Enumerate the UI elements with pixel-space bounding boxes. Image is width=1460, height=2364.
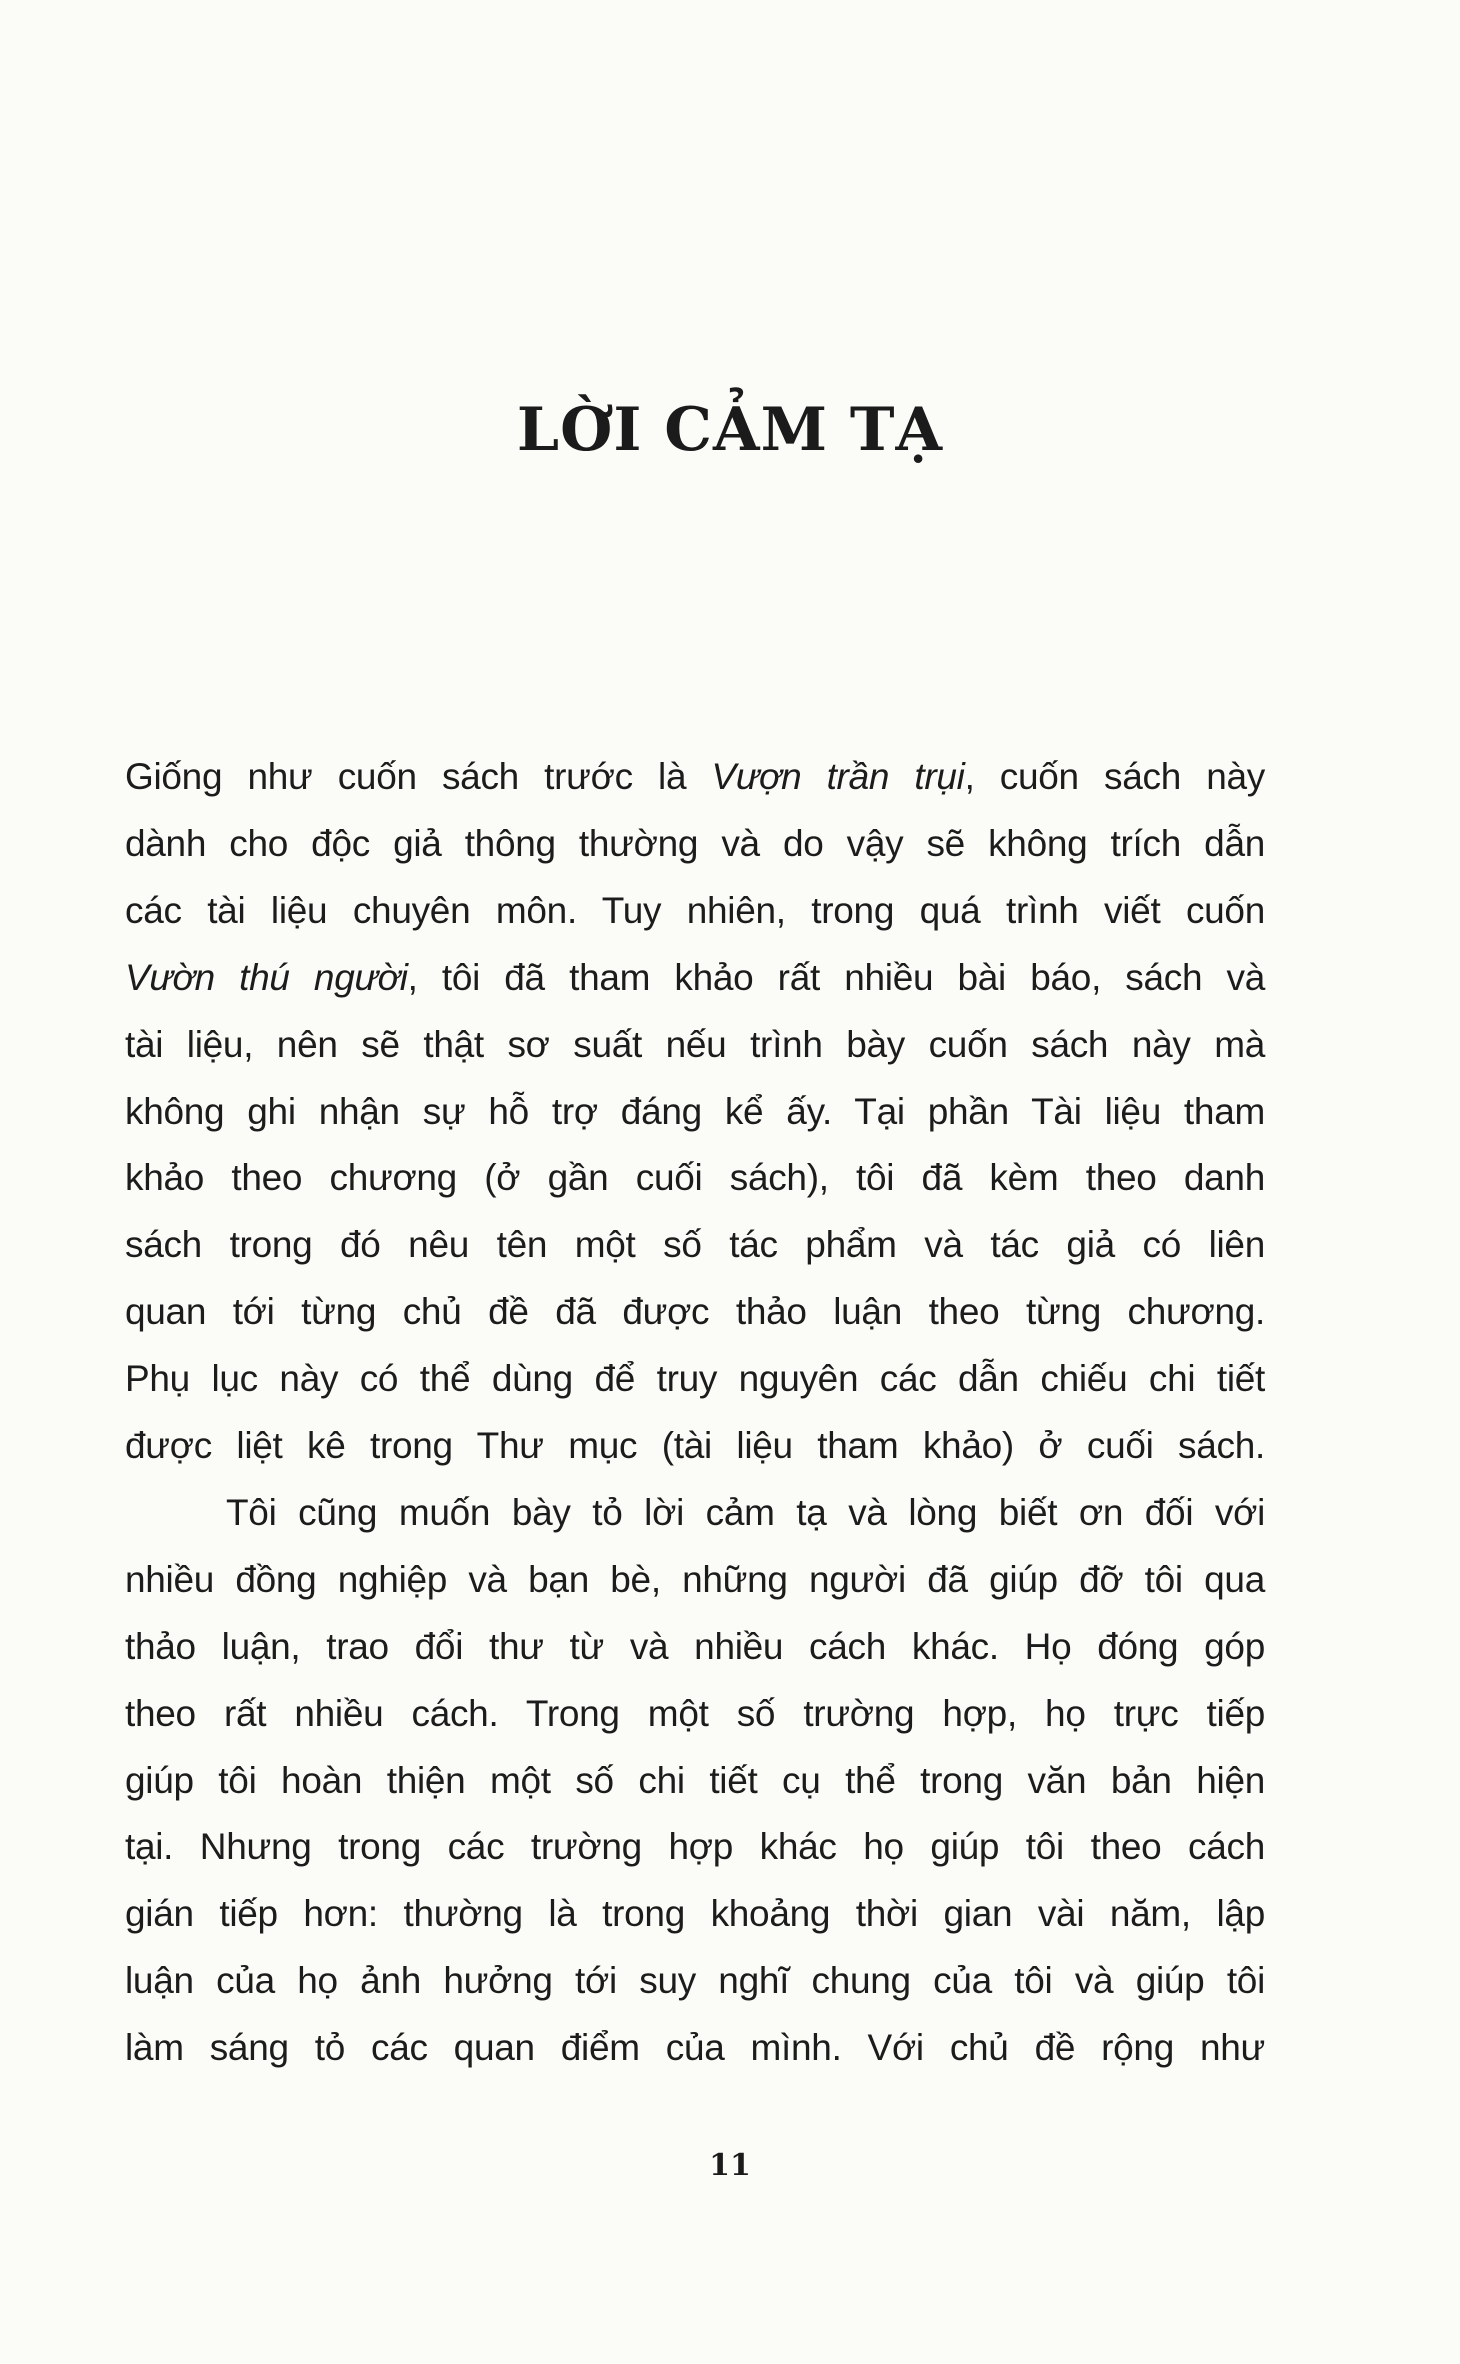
text-line: [125, 1822, 1265, 1872]
text-line: [125, 1689, 1265, 1739]
text-segment: gián tiếp hơn: thường là trong khoảng thời gian vài năm, lập: [125, 1893, 1265, 1935]
text-segment: dành cho độc giả thông thường và do vậy sẽ không trích dẫn: [125, 822, 1265, 864]
text-line: [125, 953, 1265, 1003]
text-line: [125, 1087, 1265, 1137]
text-segment: quan tới từng chủ đề đã được thảo luận theo từng chương.: [125, 1291, 1265, 1333]
text-line: [125, 1889, 1265, 1939]
text-line: [125, 752, 1265, 802]
text-segment: tại. Nhưng trong các trường hợp khác họ giúp tôi theo cách: [125, 1826, 1265, 1868]
text-line: [125, 1622, 1265, 1672]
text-line: [125, 1421, 1265, 1471]
text-segment: Giống như cuốn sách trước là: [125, 756, 712, 797]
text-segment: , tôi đã tham khảo rất nhiều bài báo, sách và: [407, 956, 1265, 998]
text-segment: Phụ lục này có thể dùng để truy nguyên các dẫn chiếu chi tiết: [125, 1358, 1265, 1400]
chapter-title: LỜI CẢM TẠ: [516, 395, 944, 465]
text-segment: thảo luận, trao đổi thư từ và nhiều cách khác. Họ đóng góp: [125, 1625, 1265, 1667]
italic-book-title: Vườn thú người: [125, 956, 408, 998]
text-line: [125, 1555, 1265, 1605]
text-segment: sách trong đó nêu tên một số tác phẩm và tác giả có liên: [125, 1224, 1265, 1266]
text-line: [226, 1488, 1265, 1538]
text-segment: các tài liệu chuyên môn. Tuy nhiên, trong quá trình viết cuốn: [125, 889, 1265, 931]
text-line: [125, 819, 1265, 869]
text-line: [125, 1220, 1265, 1270]
text-segment: làm sáng tỏ các quan điểm của mình. Với chủ đề rộng như: [125, 2027, 1265, 2069]
text-line: [125, 1956, 1265, 2006]
text-segment: tài liệu, nên sẽ thật sơ suất nếu trình bày cuốn sách này mà: [125, 1023, 1265, 1065]
text-line: [125, 1020, 1265, 1070]
text-segment: theo rất nhiều cách. Trong một số trường hợp, họ trực tiếp: [125, 1692, 1265, 1734]
italic-book-title: Vượn trần trụi: [711, 756, 965, 797]
text-segment: khảo theo chương (ở gần cuối sách), tôi đã kèm theo danh: [125, 1157, 1265, 1199]
text-line: [125, 1756, 1265, 1806]
text-line: [125, 886, 1265, 936]
text-segment: được liệt kê trong Thư mục (tài liệu tham khảo) ở cuối sách.: [125, 1425, 1265, 1466]
text-segment: Tôi cũng muốn bày tỏ lời cảm tạ và lòng biết ơn đối với: [226, 1491, 1265, 1533]
text-segment: luận của họ ảnh hưởng tới suy nghĩ chung của tôi và giúp tôi: [125, 1960, 1265, 2002]
text-line: [125, 1354, 1265, 1404]
text-segment: , cuốn sách này: [964, 756, 1265, 797]
text-segment: nhiều đồng nghiệp và bạn bè, những người đã giúp đỡ tôi qua: [125, 1558, 1265, 1600]
text-line: [125, 1153, 1265, 1203]
text-segment: không ghi nhận sự hỗ trợ đáng kể ấy. Tại phần Tài liệu tham: [125, 1090, 1265, 1132]
text-line: [125, 1287, 1265, 1337]
text-line: [125, 2023, 1265, 2073]
page-number: 11: [709, 2148, 751, 2183]
text-segment: giúp tôi hoàn thiện một số chi tiết cụ thể trong văn bản hiện: [125, 1759, 1265, 1801]
